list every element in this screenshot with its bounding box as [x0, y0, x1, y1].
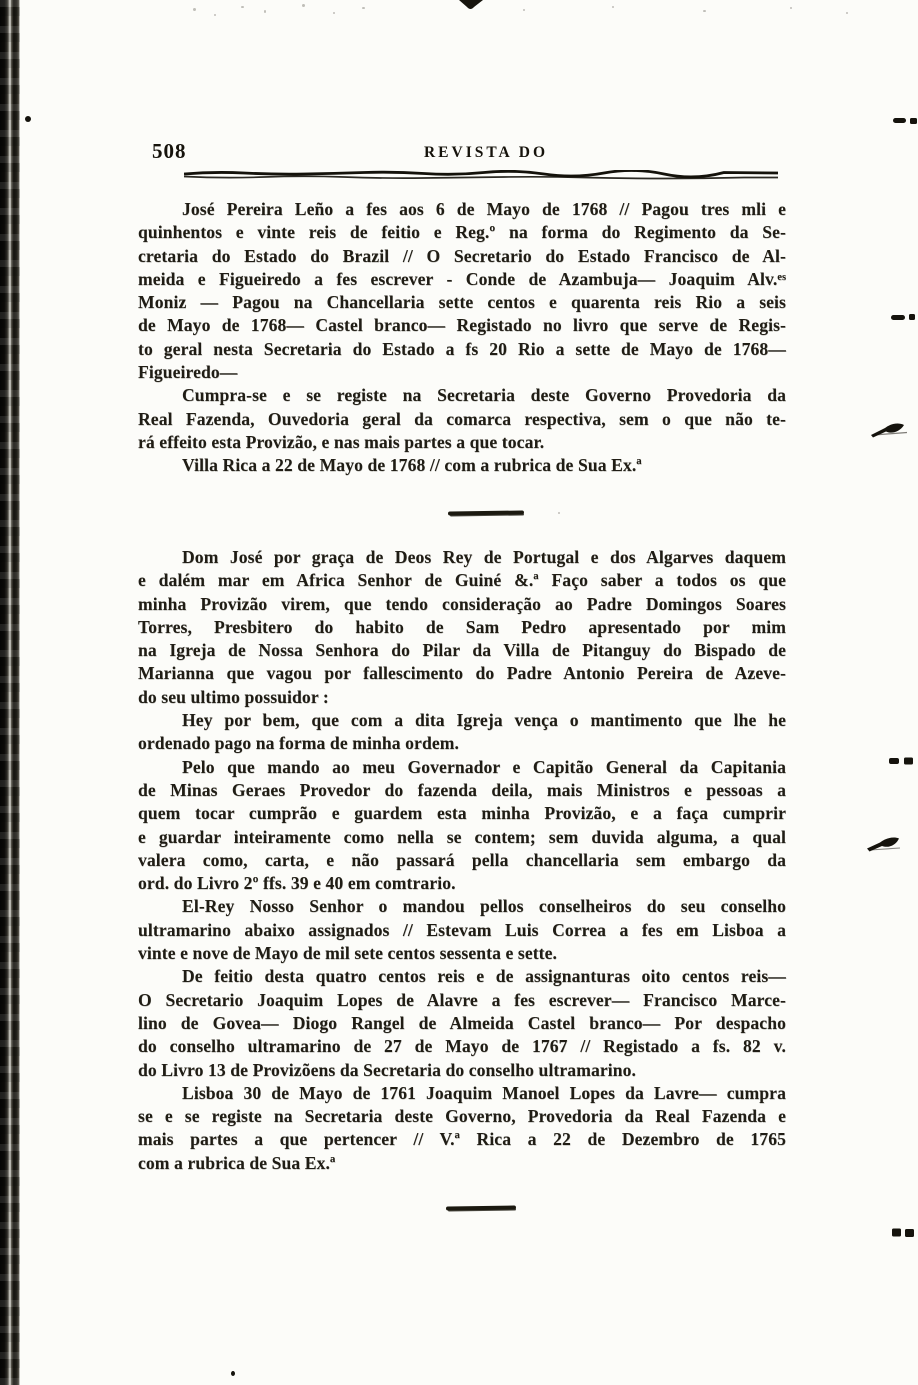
- text-line: ultramarino abaixo assignados // Estevam Luis Correa a fes em Lisboa a: [138, 919, 786, 940]
- text-line: com a rubrica de Sua Ex.ª: [138, 1152, 336, 1173]
- ink-dot: [231, 1371, 235, 1376]
- text-line: lino de Govea— Diogo Rangel de Almeida Castel branco— Por despacho: [138, 1012, 786, 1033]
- text-line: do Livro 13 de Provizõens da Secretaria do conselho ultramarino.: [138, 1059, 637, 1080]
- text-line: minha Provizão virem, que tendo consideração ao Padre Domingos Soares: [138, 593, 786, 614]
- text-line: do seu ultimo possuidor :: [138, 686, 329, 707]
- ink-speck: [846, 12, 848, 14]
- text-line: ord. do Livro 2º ffs. 39 e 40 em comtrario.: [138, 873, 456, 894]
- text-line: Dom José por graça de Deos Rey de Portugal e dos Algarves daquem: [182, 547, 786, 567]
- text-line: cretaria do Estado do Brazil // O Secretario do Estado Francisco de Al-: [138, 245, 786, 266]
- text-line: José Pereira Leño a fes aos 6 de Mayo de 1768 // Pagou tres mli e: [182, 199, 786, 219]
- text-line: quinhentos e vinte reis de feitio e Reg.º na forma do Regimento da Se-: [138, 222, 786, 243]
- book-gutter-shadow: [0, 0, 20, 1385]
- text-line: El-Rey Nosso Senhor o mandou pellos conselheiros do seu conselho: [182, 896, 786, 917]
- text-line: Real Fazenda, Ouvedoria geral da comarca respectiva, sem o que não te-: [138, 408, 786, 429]
- ink-speck: [558, 512, 560, 514]
- text-line: e guardar inteiramente como nella se contem; sem duvida alguma, a qual: [138, 826, 786, 847]
- text-line: vinte e nove de Mayo de mil sete centos sessenta e sette.: [138, 943, 558, 964]
- text-line: O Secretario Joaquim Lopes de Alavre a fes escrever— Francisco Marce-: [138, 989, 786, 1010]
- text-line: na Igreja de Nossa Senhora do Pilar da Villa de Pitanguy do Bispado de: [138, 640, 786, 661]
- text-line: de Minas Geraes Provedor do fazenda deila, mais Ministros e pessoas a: [138, 779, 786, 800]
- ink-flourish-icon: [870, 422, 908, 440]
- text-line: meida e Figueiredo a fes escrever - Conde de Azambuja— Joaquim Alv.ᵉˢ: [138, 268, 786, 289]
- ink-speck: [362, 7, 365, 9]
- text-line: Villa Rica a 22 de Mayo de 1768 // com a rubrica de Sua Ex.ª: [182, 455, 642, 476]
- ink-dash-icon: [893, 116, 918, 126]
- section-divider: [448, 510, 524, 515]
- text-line: Cumpra-se e se registe na Secretaria deste Governo Provedoria da: [182, 385, 786, 406]
- text-line: de Mayo de 1768— Castel branco— Registado no livro que serve de Regis-: [138, 315, 786, 336]
- ink-speck: [193, 8, 196, 11]
- running-title: REVISTA DO: [423, 144, 549, 161]
- text-section: [138, 198, 786, 478]
- text-line: Torres, Presbitero do habito de Sam Pedro apresentado por mim: [138, 616, 786, 637]
- ink-dot: [25, 116, 31, 122]
- ink-speck: [302, 4, 305, 7]
- ink-speck: [264, 10, 266, 13]
- text-line: De feitio desta quatro centos reis e de assignanturas oito centos reis—: [182, 966, 786, 987]
- text-line: e dalém mar em Africa Senhor de Guiné &.ª Faço saber a todos os que: [138, 570, 786, 591]
- ink-speck: [703, 10, 706, 12]
- text-line: Pelo que mando ao meu Governador e Capitão General da Capitania: [182, 756, 786, 777]
- text-section: [138, 546, 786, 1175]
- ink-speck: [241, 6, 244, 8]
- ink-blob-icon: [459, 0, 483, 11]
- text-line: ordenado pago na forma de minha ordem.: [138, 733, 459, 754]
- text-line: mais partes a que pertencer // V.ª Rica a 22 de Dezembro de 1765: [138, 1129, 786, 1150]
- text-line: Hey por bem, que com a dita Igreja vença o mantimento que lhe he: [182, 710, 786, 731]
- header-rule: [184, 170, 778, 180]
- ink-speck: [333, 12, 335, 14]
- text-line: valera como, carta, e não passará pella chancellaria sem embargo da: [138, 849, 786, 870]
- text-line: do conselho ultramarino de 27 de Mayo de 1767 // Registado a fs. 82 v.: [138, 1036, 786, 1057]
- text-line: se e se registe na Secretaria deste Governo, Provedoria da Real Fazenda e: [138, 1106, 786, 1127]
- ink-dash-icon: [891, 313, 916, 323]
- text-line: Marianna que vagou por fallescimento do Padre Antonio Pereira de Azeve-: [138, 663, 786, 684]
- text-line: to geral nesta Secretaria do Estado a fs 20 Rio a sette de Mayo de 1768—: [138, 338, 786, 359]
- ink-flourish-icon: [866, 836, 904, 854]
- text-line: rá effeito esta Provizão, e nas mais partes a que tocar.: [138, 431, 545, 452]
- text-line: Moniz — Pagou na Chancellaria sette centos e quarenta reis Rio a seis: [138, 292, 786, 313]
- ink-speck: [790, 7, 792, 9]
- ink-speck: [612, 6, 614, 8]
- page-number: 508: [152, 139, 187, 163]
- ink-speck: [523, 9, 525, 11]
- ink-dash-pair-icon: [892, 1227, 916, 1238]
- text-line: Lisboa 30 de Mayo de 1761 Joaquim Manoel Lopes da Lavre— cumpra: [182, 1082, 786, 1103]
- text-line: Figueiredo—: [138, 362, 238, 383]
- ink-speck: [214, 14, 216, 16]
- section-divider: [446, 1206, 516, 1211]
- ink-dash-pair-icon: [889, 756, 916, 766]
- text-line: quem tocar cumprão e guardem esta minha Provizão, e a faça cumprir: [138, 803, 786, 824]
